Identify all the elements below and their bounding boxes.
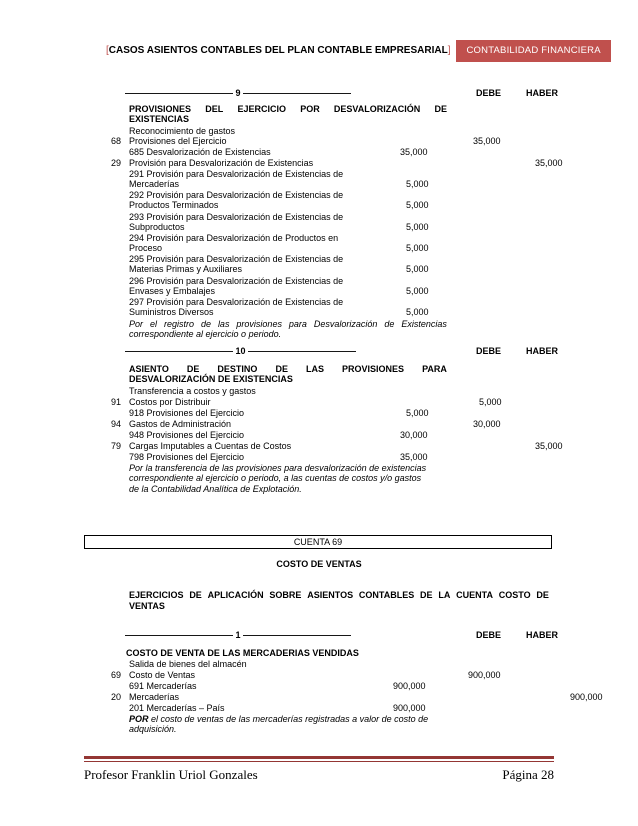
cuenta-box: CUENTA 69 xyxy=(84,535,552,549)
subaccount-cont: Mercaderías xyxy=(129,179,180,189)
haber-header: HABER xyxy=(526,88,559,98)
account-code: 68 xyxy=(110,136,121,146)
subaccount: 296 Provisión para Desvalorización de Existencias de xyxy=(129,276,344,286)
exercise-heading-cont: VENTAS xyxy=(129,601,165,611)
debe-header: DEBE xyxy=(476,346,502,356)
subaccount-cont: Suministros Diversos xyxy=(129,307,214,317)
account-name: Costo de Ventas xyxy=(129,670,196,680)
subaccount: 798 Provisiones del Ejercicio xyxy=(129,452,245,462)
subaccount-cont: Subproductos xyxy=(129,222,185,232)
subaccount: 685 Desvalorización de Existencias xyxy=(129,147,271,157)
page-header xyxy=(106,40,611,62)
subaccount-amount: 900,000 xyxy=(393,681,426,691)
subaccount-cont: Envases y Embalajes xyxy=(129,286,216,296)
account-code: 94 xyxy=(110,419,121,429)
entry-note-cont: adquisición. xyxy=(129,724,177,734)
entry-note-cont: correspondiente al ejercicio o periodo, a las cuentas de costos y/o gastos xyxy=(129,473,422,483)
haber-amount: 35,000 xyxy=(535,158,563,168)
page-number: Página 28 xyxy=(502,767,554,782)
subaccount: 948 Provisiones del Ejercicio xyxy=(129,430,245,440)
subaccount-amount: 5,000 xyxy=(406,408,429,418)
entry-note: Por el registro de las provisiones para Desvalorización de Existencias xyxy=(129,319,447,329)
entry-note-cont: correspondiente al ejercicio o periodo. xyxy=(129,329,282,339)
subaccount-amount: 900,000 xyxy=(393,703,426,713)
account-name: Gastos de Administración xyxy=(129,419,232,429)
subaccount-amount: 5,000 xyxy=(406,179,429,189)
entry-title: ASIENTO DE DESTINO DE LAS PROVISIONES PARA xyxy=(129,364,447,374)
entry-title-cont: DESVALORIZACIÓN DE EXISTENCIAS xyxy=(129,374,293,384)
header-title: [CASOS ASIENTOS CONTABLES DEL PLAN CONTABLE EMPRESARIAL] xyxy=(106,45,451,56)
account-code: 20 xyxy=(110,692,121,702)
section-title: COSTO DE VENTAS xyxy=(276,559,362,569)
debe-header: DEBE xyxy=(476,630,502,640)
subaccount: 201 Mercaderías – País xyxy=(129,703,225,713)
debe-amount: 35,000 xyxy=(473,136,501,146)
footer-divider-thin xyxy=(84,761,554,762)
debe-amount: 900,000 xyxy=(468,670,501,680)
account-name: Provisión para Desvalorización de Existencias xyxy=(129,158,314,168)
separator-1: ———————————— 1 ———————————— xyxy=(125,630,352,640)
account-code: 91 xyxy=(110,397,121,407)
subaccount-cont: Productos Terminados xyxy=(129,200,219,210)
debe-header: DEBE xyxy=(476,88,502,98)
account-code: 79 xyxy=(110,441,121,451)
subaccount: 294 Provisión para Desvalorización de Productos en xyxy=(129,233,339,243)
debe-amount: 5,000 xyxy=(479,397,502,407)
subaccount-amount: 5,000 xyxy=(406,222,429,232)
subaccount-amount: 35,000 xyxy=(400,452,428,462)
subaccount: 291 Provisión para Desvalorización de Existencias de xyxy=(129,169,344,179)
separator-10: ———————————— 10 ———————————— xyxy=(125,346,357,356)
debe-amount: 30,000 xyxy=(473,419,501,429)
subaccount: 295 Provisión para Desvalorización de Existencias de xyxy=(129,254,344,264)
entry-subtitle: Transferencia a costos y gastos xyxy=(129,386,256,396)
subaccount-amount: 35,000 xyxy=(400,147,428,157)
exercise-heading: EJERCICIOS DE APLICACIÓN SOBRE ASIENTOS CONTABLES DE LA CUENTA COSTO DE xyxy=(129,590,549,600)
subaccount: 297 Provisión para Desvalorización de Existencias de xyxy=(129,297,344,307)
subaccount: 918 Provisiones del Ejercicio xyxy=(129,408,245,418)
subaccount-cont: Materias Primas y Auxiliares xyxy=(129,264,243,274)
header-tag: CONTABILIDAD FINANCIERA xyxy=(456,40,610,62)
entry-title-cont: EXISTENCIAS xyxy=(129,114,190,124)
entry-subtitle: Reconocimiento de gastos xyxy=(129,126,236,136)
subaccount-amount: 5,000 xyxy=(406,200,429,210)
subaccount-amount: 30,000 xyxy=(400,430,428,440)
entry-note: Por la transferencia de las provisiones para desvalorización de existencias xyxy=(129,463,427,473)
account-name: Provisiones del Ejercicio xyxy=(129,136,227,146)
subaccount-amount: 5,000 xyxy=(406,264,429,274)
subaccount-amount: 5,000 xyxy=(406,243,429,253)
separator-9: ———————————— 9 ———————————— xyxy=(125,88,352,98)
subaccount: 292 Provisión para Desvalorización de Existencias de xyxy=(129,190,344,200)
account-code: 69 xyxy=(110,670,121,680)
entry-title: PROVISIONES DEL EJERCICIO POR DESVALORIZACIÓN DE xyxy=(129,104,447,114)
subaccount-cont: Proceso xyxy=(129,243,163,253)
haber-amount: 900,000 xyxy=(570,692,603,702)
subaccount: 293 Provisión para Desvalorización de Existencias de xyxy=(129,212,344,222)
entry-note: POR el costo de ventas de las mercaderías registradas a valor de costo de xyxy=(129,714,429,724)
entry-subtitle: Salida de bienes del almacén xyxy=(129,659,247,669)
haber-amount: 35,000 xyxy=(535,441,563,451)
account-name: Mercaderías xyxy=(129,692,180,702)
haber-header: HABER xyxy=(526,346,559,356)
entry-title: COSTO DE VENTA DE LAS MERCADERIAS VENDIDAS xyxy=(126,648,359,658)
account-name: Cargas Imputables a Cuentas de Costos xyxy=(129,441,292,451)
entry-note-cont: de la Contabilidad Analítica de Explotación. xyxy=(129,484,302,494)
footer-divider xyxy=(84,756,554,759)
subaccount-amount: 5,000 xyxy=(406,307,429,317)
haber-header: HABER xyxy=(526,630,559,640)
account-code: 29 xyxy=(110,158,121,168)
account-name: Costos por Distribuir xyxy=(129,397,211,407)
subaccount-amount: 5,000 xyxy=(406,286,429,296)
subaccount: 691 Mercaderías xyxy=(129,681,197,691)
footer-author: Profesor Franklin Uriol Gonzales xyxy=(84,767,258,782)
